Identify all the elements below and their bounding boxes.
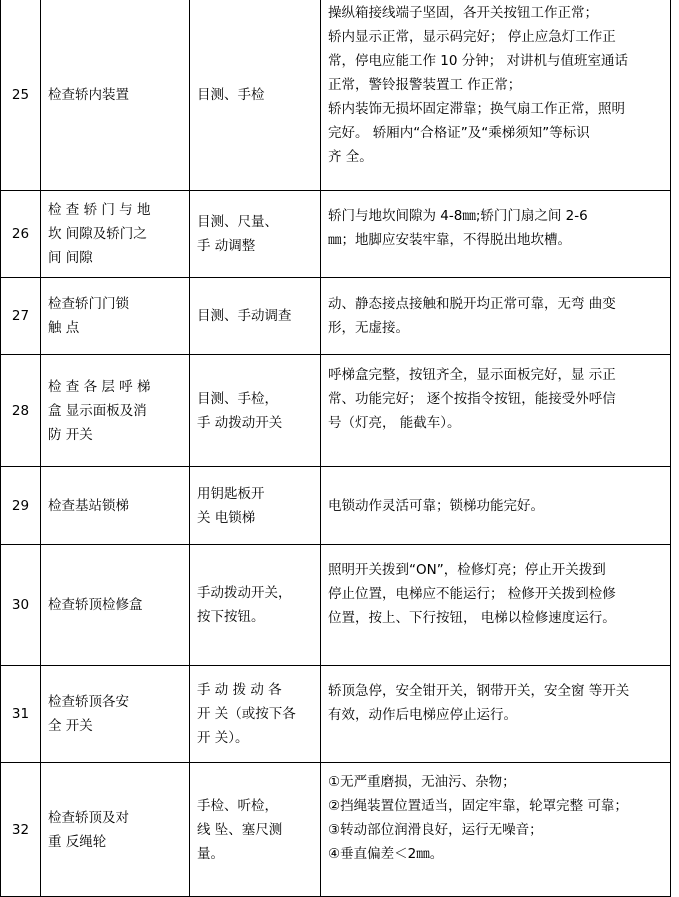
inspection-method	[190, 0, 321, 191]
row-number: 31	[1, 666, 41, 763]
row-number: 30	[1, 545, 41, 666]
requirement-line: 形，无虚接。	[328, 320, 409, 336]
method-line: 开 关（或按下各	[197, 706, 296, 722]
row-number: 27	[1, 278, 41, 355]
requirement-line: 轿内显示正常，显示码完好； 停止应急灯工作正	[328, 28, 616, 45]
item-line: 间 间隙	[48, 250, 93, 266]
requirement-line: 呼梯盒完整，按钮齐全，显示面板完好，显 示正	[328, 366, 616, 383]
inspection-requirement	[321, 191, 671, 278]
method-line: 关 电锁梯	[197, 509, 256, 526]
row-number: 28	[1, 355, 41, 467]
method-line: 目测、手动调查	[197, 308, 292, 324]
inspection-method	[190, 355, 321, 467]
requirement-line: 轿门与地坎间隙为 4-8㎜;轿门门扇之间 2-6	[328, 208, 588, 224]
inspection-requirement	[321, 355, 671, 467]
inspection-method	[190, 545, 321, 666]
method-line: 手检、听检，	[197, 797, 278, 814]
requirement-line: 号（灯亮， 能截车）。	[328, 414, 461, 431]
requirement-line: 正常，警铃报警装置工 作正常；	[328, 76, 522, 93]
method-line: 用钥匙板开	[197, 485, 265, 502]
method-line: 线 坠、塞尺测	[197, 821, 283, 838]
requirement-line: 电锁动作灵活可靠；锁梯功能完好。	[328, 497, 544, 514]
method-line: 手 动 拨 动 各	[197, 682, 282, 698]
row-number: 25	[1, 0, 41, 191]
table-row	[1, 666, 671, 763]
inspection-method	[190, 763, 321, 897]
requirement-line: 停止位置，电梯应不能运行； 检修开关拨到检修	[328, 586, 616, 602]
requirement-line: 轿顶急停，安全钳开关，钢带开关，安全窗 等开关	[328, 683, 630, 699]
method-line: 量。	[197, 845, 224, 862]
inspection-item	[41, 763, 190, 897]
table-row	[1, 467, 671, 545]
method-line: 手 动调整	[197, 238, 256, 254]
table-row	[1, 278, 671, 355]
inspection-requirement	[321, 278, 671, 355]
requirement-line: ③转动部位润滑良好，运行无噪音；	[328, 821, 543, 838]
inspection-method	[190, 467, 321, 545]
item-line: 坎 间隙及轿门之	[48, 226, 147, 242]
inspection-requirement	[321, 666, 671, 763]
inspection-requirement	[321, 763, 671, 897]
inspection-method	[190, 191, 321, 278]
inspection-item	[41, 191, 190, 278]
inspection-item	[41, 467, 190, 545]
method-line: 手动拨动开关，	[197, 585, 292, 601]
table-row	[1, 355, 671, 467]
requirement-line: ②挡绳装置位置适当，固定牢靠，轮罩完整 可靠；	[328, 797, 628, 814]
inspection-item	[41, 355, 190, 467]
requirement-line: 常、功能完好； 逐个按指令按钮，能接受外呼信	[328, 390, 616, 407]
method-line: 手 动拨动开关	[197, 414, 283, 431]
inspection-item	[41, 545, 190, 666]
table-row	[1, 545, 671, 666]
item-line: 触 点	[48, 320, 80, 336]
inspection-item	[41, 0, 190, 191]
item-line: 检 查 各 层 呼 梯	[48, 378, 151, 395]
item-line: 检查基站锁梯	[48, 497, 129, 514]
requirement-line: ㎜；地脚应安装牢靠，不得脱出地坎槽。	[328, 232, 571, 248]
item-line: 重 反绳轮	[48, 833, 107, 850]
inspection-requirement	[321, 0, 671, 191]
item-line: 检查轿内装置	[48, 86, 129, 103]
method-line: 目测、手检	[197, 86, 265, 103]
requirement-line: 照明开关拨到“ON”，检修灯亮；停止开关拨到	[328, 562, 606, 578]
inspection-method	[190, 666, 321, 763]
item-line: 盒 显示面板及消	[48, 402, 147, 419]
item-line: 防 开关	[48, 426, 93, 443]
method-line: 目测、手检，	[197, 390, 278, 407]
inspection-item	[41, 666, 190, 763]
table-row	[1, 763, 671, 897]
requirement-line: 齐 全。	[328, 148, 373, 165]
requirement-line: 有效，动作后电梯应停止运行。	[328, 707, 517, 723]
table-row	[1, 0, 671, 191]
requirement-line: 轿内装饰无损坏固定滞靠；换气扇工作正常，照明	[328, 100, 625, 117]
inspection-requirement	[321, 467, 671, 545]
item-line: 检查轿顶检修盒	[48, 597, 143, 613]
table-row	[1, 191, 671, 278]
requirement-line: 常，停电应能工作 10 分钟； 对讲机与值班室通话	[328, 52, 629, 69]
item-line: 全 开关	[48, 718, 93, 734]
inspection-method	[190, 278, 321, 355]
row-number: 26	[1, 191, 41, 278]
requirement-line: 完好。 轿厢内“合格证”及“乘梯须知”等标识	[328, 124, 590, 141]
row-number: 32	[1, 763, 41, 897]
requirement-line: 动、静态接点接触和脱开均正常可靠，无弯 曲变	[328, 296, 616, 312]
item-line: 检 查 轿 门 与 地	[48, 202, 151, 218]
item-line: 检查轿顶各安	[48, 694, 129, 710]
inspection-requirement	[321, 545, 671, 666]
method-line: 目测、尺量、	[197, 214, 278, 230]
method-line: 开 关）。	[197, 730, 249, 746]
item-line: 检查轿门门锁	[48, 296, 129, 312]
requirement-line: ①无严重磨损，无油污、杂物；	[328, 773, 516, 790]
requirement-line: 位置，按上、下行按钮， 电梯以检修速度运行。	[328, 610, 616, 626]
method-line: 按下按钮。	[197, 609, 265, 625]
requirement-line: ④垂直偏差＜2㎜。	[328, 845, 444, 862]
requirement-line: 操纵箱接线端子坚固，各开关按钮工作正常；	[328, 4, 598, 21]
item-line: 检查轿顶及对	[48, 809, 129, 826]
inspection-item	[41, 278, 190, 355]
row-number: 29	[1, 467, 41, 545]
